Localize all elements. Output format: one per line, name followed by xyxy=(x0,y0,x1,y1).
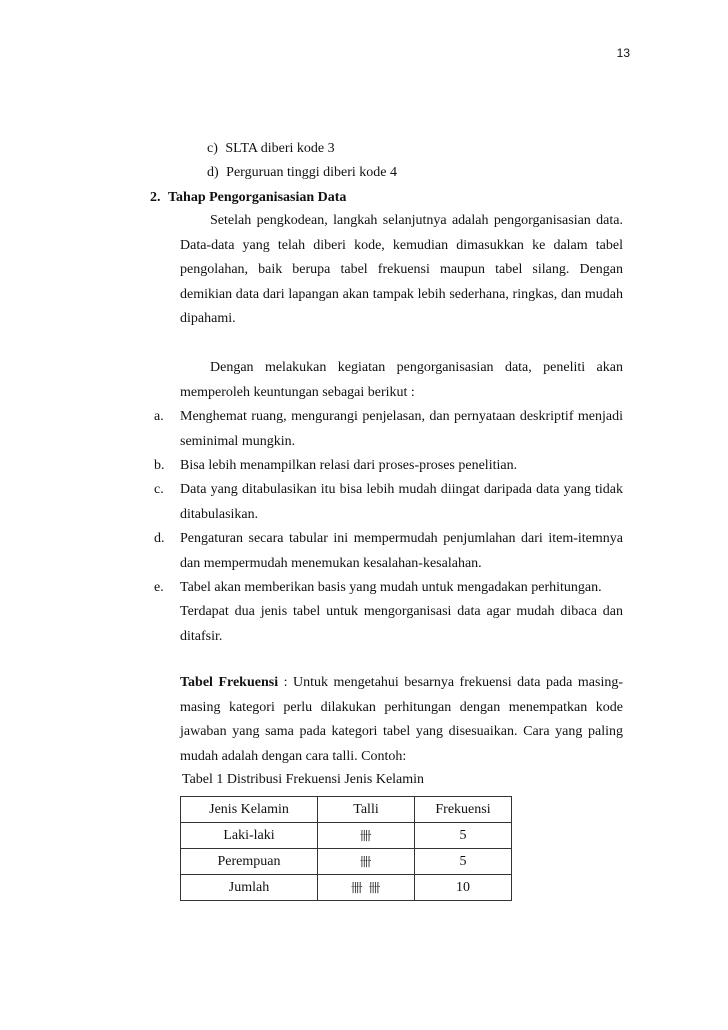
frequency-table xyxy=(180,796,512,901)
table-cell: 5 xyxy=(415,823,512,849)
section-heading xyxy=(150,189,346,207)
tally-mark: 卌 xyxy=(318,849,415,875)
sublist-item xyxy=(207,140,335,158)
table-cell: Perempuan xyxy=(181,849,318,875)
benefit-item xyxy=(154,478,623,527)
column-header: Talli xyxy=(318,797,415,823)
frequency-description: : Untuk mengetahui besarnya frekuensi data pada masing-masing kategori perlu dilakukan perhitungan dengan menempatkan kode jawaban yang sama pada kategori tabel yang disesuaikan. Cara yang paling mudah adalah dengan cara talli. Contoh: xyxy=(180,675,623,764)
section-number: 2. xyxy=(150,190,161,205)
sublist-text: SLTA diberi kode 3 xyxy=(225,141,335,156)
list-marker: b. xyxy=(154,458,165,473)
paragraph-text xyxy=(180,671,623,769)
list-text: Pengaturan secara tabular ini mempermudah penjumlahan dari item-itemnya dan mempermudah menemukan kesalahan-kesalahan. xyxy=(180,531,623,571)
paragraph-organizing xyxy=(180,209,623,332)
list-text: Menghemat ruang, mengurangi penjelasan, dan pernyataan deskriptif menjadi seminimal mungkin. xyxy=(180,409,623,449)
sublist-marker: d) xyxy=(207,165,219,180)
sublist-item xyxy=(207,164,397,182)
table-cell: 10 xyxy=(415,875,512,901)
table-caption: Tabel 1 Distribusi Frekuensi Jenis Kelamin xyxy=(182,772,425,787)
paragraph-table-types xyxy=(180,600,623,649)
list-text: Bisa lebih menampilkan relasi dari proses-proses penelitian. xyxy=(180,458,518,473)
benefit-item xyxy=(154,405,623,454)
list-text: Data yang ditabulasikan itu bisa lebih mudah diingat daripada data yang tidak ditabulasikan. xyxy=(180,482,623,522)
paragraph-text: Dengan melakukan kegiatan pengorganisasian data, peneliti akan memperoleh keuntungan sebagai berikut : xyxy=(180,360,623,400)
benefit-item xyxy=(154,527,623,576)
table-cell: 5 xyxy=(415,849,512,875)
list-marker: c. xyxy=(154,482,164,497)
column-header: Frekuensi xyxy=(415,797,512,823)
table-cell: Jumlah xyxy=(181,875,318,901)
table-header-row xyxy=(181,797,512,823)
table-row xyxy=(181,849,512,875)
table-row xyxy=(181,875,512,901)
table-cell: Laki-laki xyxy=(181,823,318,849)
paragraph-frequency-table xyxy=(180,671,623,769)
list-marker: a. xyxy=(154,409,164,424)
sublist-text: Perguruan tinggi diberi kode 4 xyxy=(226,165,397,180)
sublist-marker: c) xyxy=(207,141,218,156)
tally-mark: 卌 xyxy=(318,823,415,849)
paragraph-text: Terdapat dua jenis tabel untuk mengorganisasi data agar mudah dibaca dan ditafsir. xyxy=(180,604,623,644)
list-text: Tabel akan memberikan basis yang mudah untuk mengadakan perhitungan. xyxy=(180,580,602,595)
paragraph-text: Setelah pengkodean, langkah selanjutnya adalah pengorganisasian data. Data-data yang telah diberi kode, kemudian dimasukkan ke dalam tabel pengolahan, baik berupa tabel frekuensi maupun tabel silang. Dengan demikian data dari lapangan akan tampak lebih sederhana, ringkas, dan mudah dipahami. xyxy=(180,213,623,326)
tally-mark: 卌 卌 xyxy=(318,875,415,901)
benefit-item xyxy=(154,576,623,601)
paragraph-benefits-intro xyxy=(180,356,623,405)
table-row xyxy=(181,823,512,849)
list-marker: d. xyxy=(154,531,165,546)
section-title: Tahap Pengorganisasian Data xyxy=(168,190,347,205)
benefit-item xyxy=(154,454,623,479)
page-number: 13 xyxy=(616,46,630,60)
column-header: Jenis Kelamin xyxy=(181,797,318,823)
term-frequency-table: Tabel Frekuensi xyxy=(180,675,279,690)
list-marker: e. xyxy=(154,580,164,595)
